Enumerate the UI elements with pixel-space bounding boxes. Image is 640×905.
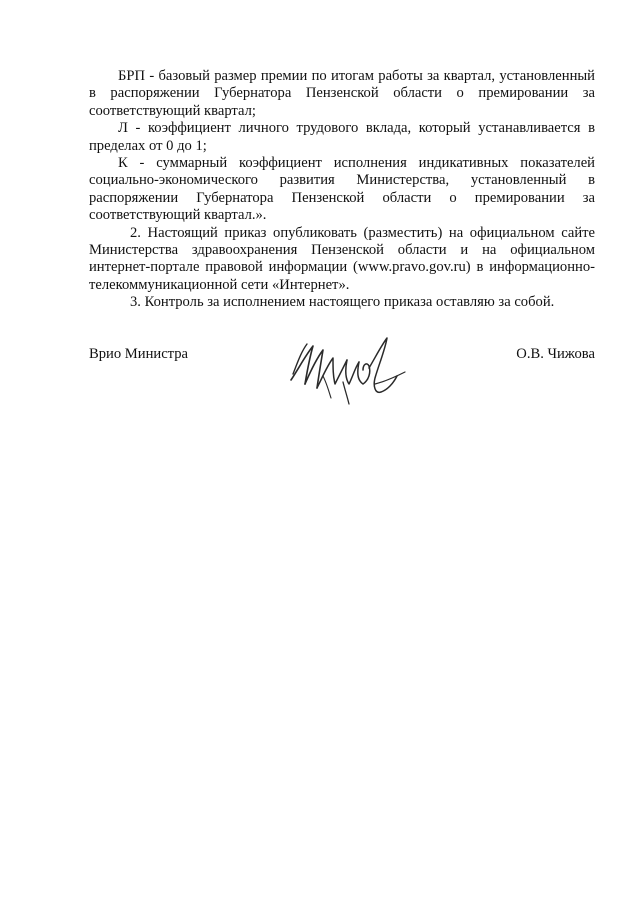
signatory-name: О.В. Чижова	[516, 346, 595, 362]
paragraph-publication-clause: 2. Настоящий приказ опубликовать (разместить) на официальном сайте Министерства здравоохранения Пензенской области и на официальном интернет-портале правовой информации (www.pravo.gov.ru) в информационно-телекоммуникационной сети «Интернет».	[89, 224, 595, 293]
paragraph-l-definition: Л - коэффициент личного трудового вклада, который устанавливается в пределах от 0 до 1;	[89, 120, 595, 154]
signatory-position: Врио Министра	[89, 346, 188, 362]
paragraph-control-clause: 3. Контроль за исполнением настоящего приказа оставляю за собой.	[130, 294, 555, 311]
paragraph-brp-definition: БРП - базовый размер премии по итогам работы за квартал, установленный в распоряжении Губернатора Пензенской области о премировании за соответствующий квартал;	[89, 68, 595, 119]
document-body	[89, 68, 595, 312]
paragraph-k-definition: К - суммарный коэффициент исполнения индикативных показателей социально-экономического развития Министерства, установленный в распоряжении Губернатора Пензенской области о премировании за соответствующий квартал.».	[89, 155, 595, 224]
handwritten-signature-icon	[283, 328, 413, 406]
